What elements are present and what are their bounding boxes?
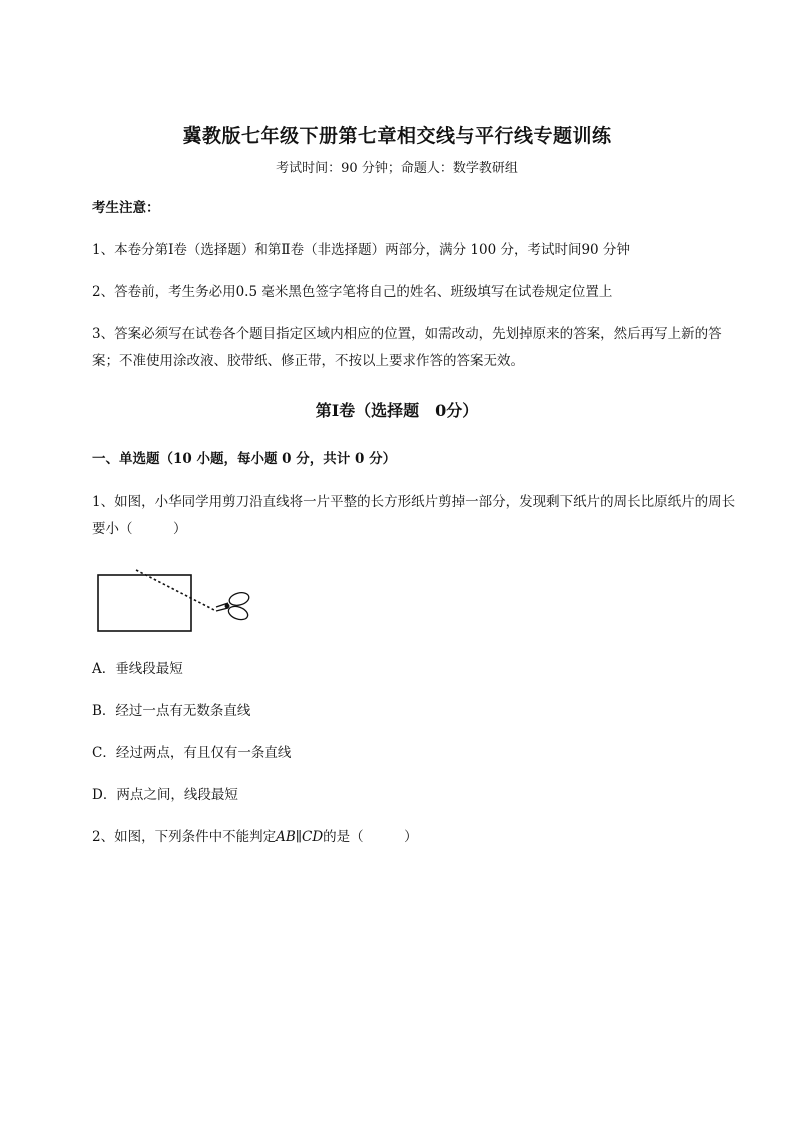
page-title: 冀教版七年级下册第七章相交线与平行线专题训练 (182, 125, 612, 147)
notice-item-1: 1、本卷分第Ⅰ卷（选择题）和第Ⅱ卷（非选择题）两部分，满分 100 分，考试时间90 分钟 (92, 242, 630, 258)
notice-heading: 考生注意： (92, 200, 160, 216)
notice-item-3: 3、答案必须写在试卷各个题目指定区域内相应的位置，如需改动，先划掉原来的答案，然后再写上新的答案；不准使用涂改液、胶带纸、修正带，不按以上要求作答的答案无效。 (92, 326, 722, 369)
question-1-stem: 1、如图，小华同学用剪刀沿直线将一片平整的长方形纸片剪掉一部分，发现剩下纸片的周长比原纸片的周长要小（ ） (92, 494, 736, 537)
question-1-option-c: C．经过两点，有且仅有一条直线 (92, 745, 292, 761)
question-1-option-a: A．垂线段最短 (92, 661, 183, 677)
question-2-stem (92, 824, 742, 851)
question-1-option-b: B．经过一点有无数条直线 (92, 703, 251, 719)
question-2-math: AB∥CD (276, 829, 324, 845)
question-1-figure (92, 566, 262, 636)
section-title: 第Ⅰ卷（选择题 0分） (315, 401, 479, 420)
page-subtitle: 考试时间：90 分钟；命题人：数学教研组 (276, 161, 518, 176)
part-heading: 一、单选题（10 小题，每小题 0 分，共计 0 分） (92, 451, 397, 467)
question-2-stem-prefix: 2、如图，下列条件中不能判定 (92, 829, 277, 845)
scissors-cut-rectangle-icon (92, 566, 262, 636)
notice-item-2: 2、答卷前，考生务必用0.5 毫米黑色签字笔将自己的姓名、班级填写在试卷规定位置上 (92, 284, 613, 300)
question-1-option-d: D．两点之间，线段最短 (92, 787, 238, 803)
question-2-stem-suffix: 的是（ ） (323, 829, 418, 845)
